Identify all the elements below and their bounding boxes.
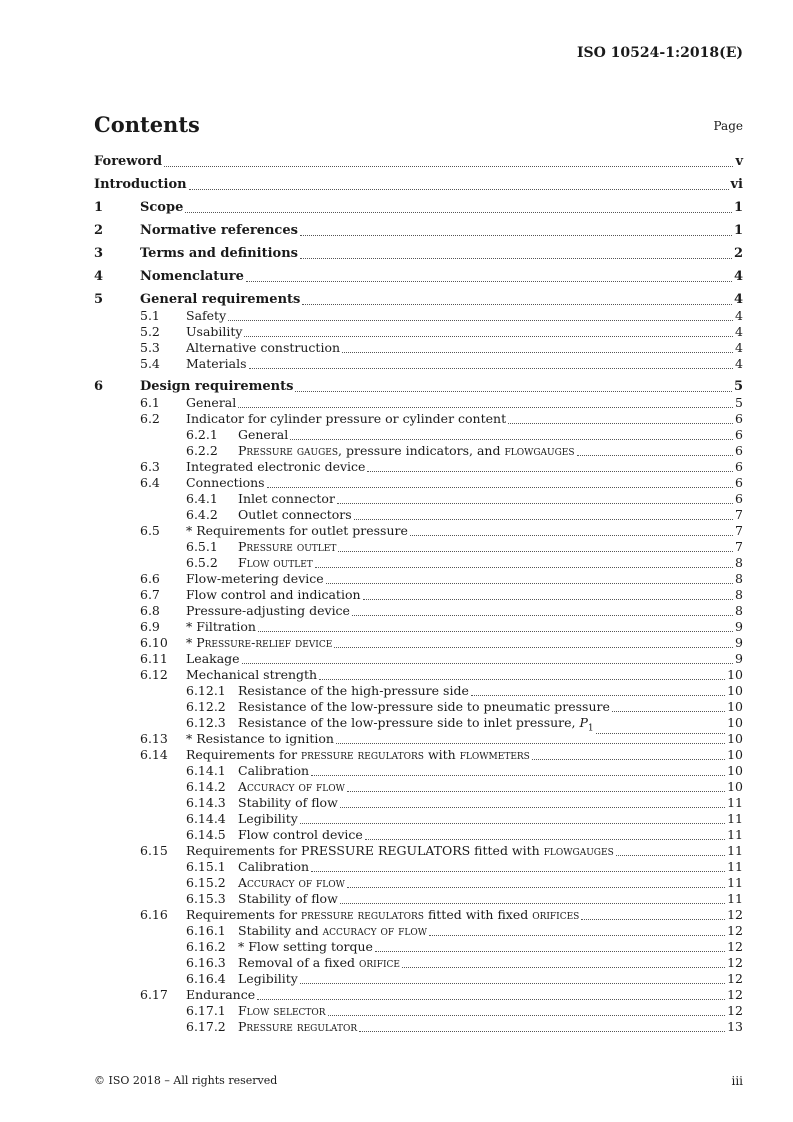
toc-entry-number: 6.4 [140, 475, 160, 490]
toc-entry-title: Stability of flow [238, 891, 338, 906]
toc-entry-title: Flow control and indication [186, 587, 361, 602]
toc-entry-number: 6.13 [140, 731, 168, 746]
toc-entry-number: 6.16.3 [186, 955, 226, 970]
toc-entry-page: 4 [735, 308, 743, 323]
leader-dots [326, 582, 733, 584]
toc-entry[interactable] [94, 731, 743, 747]
toc-entry-title: * Flow setting torque [238, 939, 373, 954]
toc-entry[interactable] [94, 246, 743, 262]
leader-dots [429, 934, 725, 936]
toc-entry-page: 6 [735, 411, 743, 426]
leader-dots [302, 303, 732, 305]
toc-entry-page: 10 [727, 763, 743, 778]
leader-dots [375, 950, 725, 952]
toc-entry-title: Connections [186, 475, 265, 490]
leader-dots [340, 902, 725, 904]
toc-entry[interactable] [94, 811, 743, 827]
toc-entry-number: 6.12 [140, 667, 168, 682]
toc-entry-page: 11 [727, 891, 743, 906]
leader-dots [367, 470, 733, 472]
toc-entry-title: Alternative construction [186, 340, 341, 355]
leader-dots [300, 982, 725, 984]
leader-dots [336, 742, 725, 744]
toc-entry-page: 10 [727, 715, 743, 730]
toc-entry-title: Removal of a fixed orifice [238, 955, 400, 970]
toc-entry-page: 10 [727, 747, 743, 762]
table-of-contents [94, 154, 743, 1035]
toc-entry[interactable] [94, 507, 743, 523]
toc-entry-page: 6 [735, 443, 743, 458]
toc-entry-page: 4 [735, 356, 743, 371]
leader-dots [228, 319, 733, 321]
toc-entry-number: 6.9 [140, 619, 160, 634]
toc-entry-title: * Pressure-relief device [186, 635, 333, 650]
toc-entry-page: 9 [735, 651, 743, 666]
leader-dots [249, 367, 734, 369]
leader-dots [319, 678, 725, 680]
toc-entry-title: Pressure outlet [238, 539, 337, 554]
toc-entry-title: Stability and accuracy of flow [238, 923, 427, 938]
toc-entry[interactable] [94, 395, 743, 411]
toc-entry-page: 12 [727, 939, 743, 954]
toc-entry-page: 12 [727, 971, 743, 986]
toc-entry-page: 9 [735, 619, 743, 634]
toc-entry[interactable] [94, 843, 743, 859]
toc-entry-page: 1 [733, 223, 743, 238]
leader-dots [342, 351, 733, 353]
toc-entry[interactable] [94, 779, 743, 795]
toc-entry-number: 6.8 [140, 603, 160, 618]
leader-dots [347, 790, 725, 792]
toc-entry-page: 11 [727, 827, 743, 842]
toc-entry-number: 6.10 [140, 635, 168, 650]
toc-entry[interactable] [94, 715, 743, 734]
toc-entry[interactable] [94, 891, 743, 907]
toc-entry[interactable] [94, 200, 743, 216]
leader-dots [300, 822, 725, 824]
leader-dots [258, 630, 733, 632]
toc-entry-page: 11 [727, 811, 743, 826]
toc-entry[interactable] [94, 154, 743, 170]
toc-entry-page: 12 [727, 987, 743, 1002]
toc-entry[interactable] [94, 269, 743, 285]
toc-entry-page: 9 [735, 635, 743, 650]
leader-dots [328, 1014, 726, 1016]
toc-entry-title: Requirements for pressure regulators fitted with fixed orifices [186, 907, 580, 922]
leader-dots [311, 870, 725, 872]
toc-entry-title: Calibration [238, 763, 310, 778]
toc-entry[interactable] [94, 795, 743, 811]
toc-entry-number: 6.2 [140, 411, 160, 426]
leader-dots [295, 390, 732, 392]
leader-dots [290, 438, 733, 440]
toc-entry[interactable] [94, 177, 743, 193]
leader-dots [244, 335, 733, 337]
toc-entry-number: 6.17.1 [186, 1003, 226, 1018]
leader-dots [577, 454, 734, 456]
toc-entry-number: 6.14.5 [186, 827, 226, 842]
toc-entry-title: General requirements [140, 292, 301, 307]
toc-entry-title: Foreword [94, 154, 163, 169]
toc-entry-page: 8 [735, 555, 743, 570]
toc-entry[interactable] [94, 971, 743, 987]
toc-entry-number: 2 [94, 223, 104, 238]
leader-dots [242, 662, 733, 664]
toc-entry-title: Pressure gauges, pressure indicators, and flowgauges [238, 443, 575, 458]
toc-entry-title: Legibility [238, 971, 298, 986]
toc-entry-title: * Requirements for outlet pressure [186, 523, 408, 538]
leader-dots [363, 598, 734, 600]
toc-entry-number: 6.5.1 [186, 539, 218, 554]
toc-entry-page: 8 [735, 587, 743, 602]
toc-entry[interactable] [94, 223, 743, 239]
toc-entry-title: Flow outlet [238, 555, 313, 570]
toc-entry-page: 13 [727, 1019, 743, 1034]
toc-entry-number: 1 [94, 200, 104, 215]
toc-entry-title: Accuracy of flow [238, 779, 345, 794]
toc-entry-title: * Resistance to ignition [186, 731, 334, 746]
toc-entry[interactable] [94, 411, 743, 427]
toc-entry-page: 10 [727, 667, 743, 682]
toc-entry[interactable] [94, 475, 743, 491]
toc-entry-page: 7 [735, 539, 743, 554]
leader-dots [402, 966, 725, 968]
toc-entry-page: 10 [727, 779, 743, 794]
toc-entry[interactable] [94, 635, 743, 651]
toc-entry[interactable] [94, 308, 743, 324]
toc-entry-title: Legibility [238, 811, 298, 826]
toc-entry-number: 6.5.2 [186, 555, 218, 570]
toc-entry-number: 6.16 [140, 907, 168, 922]
toc-entry[interactable] [94, 587, 743, 603]
toc-entry-title: * Filtration [186, 619, 256, 634]
toc-entry-page: 4 [735, 340, 743, 355]
toc-entry-number: 6.14.2 [186, 779, 226, 794]
toc-entry-page: 10 [727, 731, 743, 746]
leader-dots [337, 502, 733, 504]
toc-entry-title: Design requirements [140, 379, 294, 394]
toc-entry-number: 6.16.4 [186, 971, 226, 986]
toc-entry[interactable] [94, 443, 743, 459]
leader-dots [352, 614, 733, 616]
toc-entry[interactable] [94, 340, 743, 356]
toc-entry[interactable] [94, 356, 743, 372]
toc-entry-number: 6.7 [140, 587, 160, 602]
toc-entry-number: 3 [94, 246, 104, 261]
toc-entry-page: 7 [735, 523, 743, 538]
toc-entry-title: Requirements for PRESSURE REGULATORS fitted with flowgauges [186, 843, 614, 858]
document-id: ISO 10524-1:2018(E) [576, 45, 743, 61]
toc-entry[interactable] [94, 667, 743, 683]
toc-entry-page: 5 [735, 395, 743, 410]
toc-entry-number: 6.11 [140, 651, 168, 666]
toc-entry-number: 6.15.1 [186, 859, 226, 874]
toc-entry-page: 5 [733, 379, 743, 394]
toc-entry-number: 6.15.3 [186, 891, 226, 906]
toc-entry-title: Calibration [238, 859, 310, 874]
toc-entry-title: Resistance of the high-pressure side [238, 683, 469, 698]
leader-dots [359, 1030, 725, 1032]
toc-entry[interactable] [94, 827, 743, 843]
leader-dots [238, 406, 733, 408]
leader-dots [354, 518, 733, 520]
toc-entry-page: vi [730, 177, 743, 192]
toc-entry-title: Normative references [140, 223, 298, 238]
toc-entry-title: Introduction [94, 177, 187, 192]
toc-entry-title: Pressure regulator [238, 1019, 358, 1034]
leader-dots [471, 694, 725, 696]
toc-entry-number: 6.12.1 [186, 683, 226, 698]
leader-dots [246, 280, 732, 282]
toc-entry[interactable] [94, 875, 743, 891]
toc-entry-page: 6 [735, 427, 743, 442]
toc-entry-title: Resistance of the low-pressure side to inlet pressure, $P_1$ [238, 715, 594, 734]
toc-entry-page: 10 [727, 699, 743, 714]
toc-entry[interactable] [94, 539, 743, 555]
toc-entry[interactable] [94, 523, 743, 539]
toc-entry-page: 12 [727, 955, 743, 970]
leader-dots [257, 998, 725, 1000]
toc-entry-page: 6 [735, 491, 743, 506]
toc-entry-number: 6 [94, 379, 104, 394]
toc-entry-page: 8 [735, 603, 743, 618]
toc-entry[interactable] [94, 619, 743, 635]
leader-dots [315, 566, 733, 568]
toc-entry-page: 11 [727, 843, 743, 858]
toc-entry-number: 6.14 [140, 747, 168, 762]
toc-entry-title: Accuracy of flow [238, 875, 345, 890]
toc-entry[interactable] [94, 763, 743, 779]
leader-dots [300, 257, 732, 259]
toc-entry[interactable] [94, 571, 743, 587]
toc-entry[interactable] [94, 747, 743, 763]
toc-entry-number: 6.1 [140, 395, 160, 410]
toc-entry-title: General [238, 427, 289, 442]
leader-dots [365, 838, 725, 840]
toc-entry-number: 6.16.2 [186, 939, 226, 954]
toc-entry-title: Leakage [186, 651, 240, 666]
leader-dots [616, 854, 725, 856]
toc-entry-number: 6.14.4 [186, 811, 226, 826]
toc-entry-title: Outlet connectors [238, 507, 352, 522]
toc-entry[interactable] [94, 859, 743, 875]
toc-entry-title: Mechanical strength [186, 667, 318, 682]
leader-dots [267, 486, 733, 488]
toc-entry-number: 6.12.2 [186, 699, 226, 714]
toc-entry-number: 6.17 [140, 987, 168, 1002]
toc-entry-number: 6.2.1 [186, 427, 218, 442]
leader-dots [189, 188, 729, 190]
toc-entry-number: 6.4.2 [186, 507, 218, 522]
toc-entry-title: Integrated electronic device [186, 459, 366, 474]
toc-entry-page: 12 [727, 923, 743, 938]
toc-entry-page: 1 [733, 200, 743, 215]
toc-entry[interactable] [94, 923, 743, 939]
leader-dots [338, 550, 733, 552]
toc-entry[interactable] [94, 491, 743, 507]
toc-entry-number: 6.4.1 [186, 491, 218, 506]
leader-dots [340, 806, 725, 808]
toc-entry-number: 6.6 [140, 571, 160, 586]
leader-dots [508, 422, 733, 424]
toc-entry-number: 6.14.3 [186, 795, 226, 810]
toc-entry-title: Terms and definitions [140, 246, 298, 261]
copyright-notice: © ISO 2018 – All rights reserved [94, 1074, 278, 1087]
toc-entry[interactable] [94, 955, 743, 971]
leader-dots [581, 918, 725, 920]
toc-entry-number: 6.5 [140, 523, 160, 538]
toc-entry-page: 11 [727, 875, 743, 890]
toc-entry-number: 6.12.3 [186, 715, 226, 730]
leader-dots [311, 774, 725, 776]
toc-entry[interactable] [94, 907, 743, 923]
toc-entry-title: Inlet connector [238, 491, 335, 506]
page-column-label: Page [713, 119, 743, 133]
toc-entry-title: Flow control device [238, 827, 363, 842]
leader-dots [300, 234, 732, 236]
toc-entry[interactable] [94, 603, 743, 619]
toc-entry-title: General [186, 395, 237, 410]
toc-entry-title: Pressure-adjusting device [186, 603, 350, 618]
toc-entry-number: 6.3 [140, 459, 160, 474]
leader-dots [532, 758, 725, 760]
toc-entry-page: 12 [727, 907, 743, 922]
toc-entry-title: Safety [186, 308, 227, 323]
toc-entry-title: Nomenclature [140, 269, 244, 284]
toc-entry-title: Resistance of the low-pressure side to pneumatic pressure [238, 699, 610, 714]
toc-entry-number: 6.15 [140, 843, 168, 858]
toc-entry-page: v [735, 154, 743, 169]
toc-entry-page: 2 [733, 246, 743, 261]
toc-entry-number: 6.17.2 [186, 1019, 226, 1034]
toc-entry-number: 5.2 [140, 324, 160, 339]
toc-entry-title: Stability of flow [238, 795, 338, 810]
toc-entry-number: 5.1 [140, 308, 160, 323]
toc-entry-page: 4 [733, 269, 743, 284]
toc-entry-number: 5.4 [140, 356, 160, 371]
leader-dots [334, 646, 733, 648]
toc-entry[interactable] [94, 324, 743, 340]
toc-entry-page: 10 [727, 683, 743, 698]
toc-entry-title: Flow selector [238, 1003, 326, 1018]
toc-entry-page: 11 [727, 795, 743, 810]
toc-entry-page: 12 [727, 1003, 743, 1018]
toc-entry[interactable] [94, 1003, 743, 1019]
toc-entry-page: 6 [735, 459, 743, 474]
toc-entry-page: 8 [735, 571, 743, 586]
toc-entry-title: Scope [140, 200, 184, 215]
toc-entry-page: 7 [735, 507, 743, 522]
toc-entry-number: 6.16.1 [186, 923, 226, 938]
toc-entry[interactable] [94, 427, 743, 443]
toc-entry-page: 4 [735, 324, 743, 339]
page-title: Contents [94, 112, 200, 137]
toc-entry[interactable] [94, 651, 743, 667]
toc-entry-number: 6.14.1 [186, 763, 226, 778]
toc-entry[interactable] [94, 292, 743, 308]
leader-dots [612, 710, 725, 712]
toc-entry-number: 6.15.2 [186, 875, 226, 890]
toc-entry[interactable] [94, 379, 743, 395]
toc-entry-page: 11 [727, 859, 743, 874]
toc-entry-page: 6 [735, 475, 743, 490]
toc-entry-title: Flow-metering device [186, 571, 324, 586]
toc-entry-number: 5.3 [140, 340, 160, 355]
page-number: iii [731, 1074, 743, 1088]
toc-entry-number: 6.2.2 [186, 443, 218, 458]
toc-entry-number: 5 [94, 292, 104, 307]
toc-entry-number: 4 [94, 269, 104, 284]
toc-entry[interactable] [94, 987, 743, 1003]
toc-entry[interactable] [94, 683, 743, 699]
leader-dots [164, 165, 733, 167]
leader-dots [410, 534, 733, 536]
leader-dots [185, 211, 732, 213]
toc-entry-title: Indicator for cylinder pressure or cylinder content [186, 411, 507, 426]
toc-entry-title: Materials [186, 356, 247, 371]
toc-entry[interactable] [94, 459, 743, 475]
toc-entry[interactable] [94, 1019, 743, 1035]
toc-entry[interactable] [94, 939, 743, 955]
toc-entry-title: Usability [186, 324, 243, 339]
leader-dots [347, 886, 725, 888]
toc-entry-page: 4 [733, 292, 743, 307]
toc-entry-title: Requirements for pressure regulators with flowmeters [186, 747, 530, 762]
toc-entry[interactable] [94, 555, 743, 571]
toc-entry-title: Endurance [186, 987, 256, 1002]
toc-entry[interactable] [94, 699, 743, 715]
